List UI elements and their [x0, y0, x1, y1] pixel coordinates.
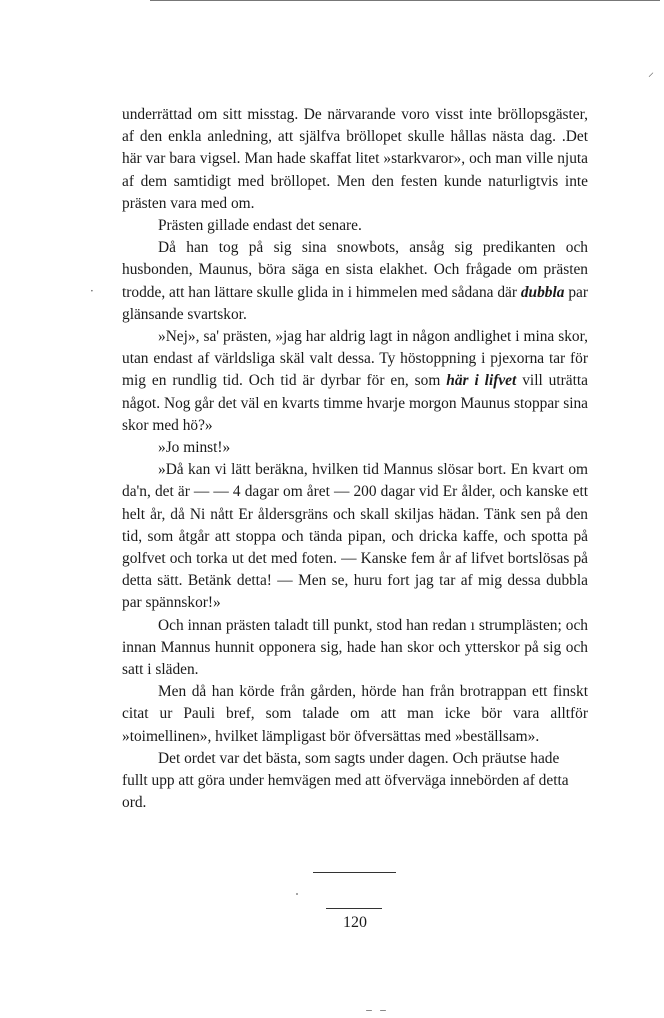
paper-speck: [366, 1010, 372, 1011]
paragraph-p5: [122, 437, 588, 459]
text-run: Då han tog på sig sina snowbots, ansåg sig predikanten och husbonden, Maunus, böra säga en sista elakhet. Och frågade om prästen trodde, att han lättare skulle glida in i himmelen med sådana där: [122, 239, 588, 301]
paper-speck: [380, 1010, 386, 1011]
paragraph-p3: [122, 237, 588, 326]
paper-speck: [296, 893, 298, 895]
top-edge-rule: [150, 0, 660, 1]
text-run: vill uträtta något. Nog går det väl en kvarts timme hvarje morgon Maunus stoppar sina skor med hö?»: [122, 372, 588, 434]
paragraph-p7: [122, 615, 588, 682]
footer-rule: [326, 908, 382, 909]
text-run: »Då kan vi lätt beräkna, hvilken tid Mannus slösar bort. En kvart om da'n, det är — — 4 dagar om året — 200 dagar vid Er ålder, och kanske ett helt år, då Ni nått Er åldersgräns och skall skiljas hädan. Tänk sen på den tid, som åtgår att stoppa och tända pipan, och dricka kaffe, och spotta på golfvet och torka ut det med foten. — Kanske fem år af lifvet bortslösas på detta sätt. Betänk detta! — Men se, huru fort jag tar af mig dessa dubbla par spännskor!»: [122, 461, 588, 612]
text-run: »Jo minst!»: [158, 439, 231, 457]
page-number: 120: [343, 914, 367, 931]
paragraph-p2: [122, 215, 588, 237]
page-body-text: [122, 104, 588, 815]
stray-mark-top-right: ⸝: [648, 65, 655, 79]
paragraph-p9: [122, 748, 588, 815]
text-run: Det ordet var det bästa, som sagts under dagen. Och präutse hade fullt upp att göra under hemvägen med att öfverväga innebörden af detta ord.: [122, 749, 569, 812]
text-run: Prästen gillade endast det senare.: [158, 217, 362, 235]
emphasized-text: här i lifvet: [446, 372, 517, 390]
text-run: »Nej», sa' prästen, »jag har aldrig lagt in någon andlighet i mina skor, utan endast af världsliga skäl valt dessa. Ty höstoppning i pjexorna tar för mig en rundlig tid. Och tid är dyrbar för en, som: [122, 328, 588, 390]
paragraph-p4: [122, 326, 588, 437]
paragraph-p8: [122, 681, 588, 748]
emphasized-text: dubbla: [520, 283, 565, 301]
text-run: par glänsande svartskor.: [122, 283, 588, 323]
paragraph-p6: [122, 459, 588, 614]
paragraph-p1: [122, 104, 588, 215]
text-run: underrättad om sitt misstag. De närvarande voro visst inte bröllopsgäster, af den enkla anledning, att själfva bröllopet skulle hållas nästa dag. .Det här var bara vigsel. Man hade skaffat litet »starkvaror», och man ville njuta af dem samtidigt med bröllopet. Men den festen kunde naturligtvis inte prästen vara med om.: [122, 106, 588, 212]
text-run: Men då han körde från gården, hörde han från brotrappan ett finskt citat ur Pauli bref, som talade om att man icke bör vara alltför »toimellinen», hvilket lämpligast bör öfversättas med »beställsam».: [122, 683, 588, 745]
stray-mark-left-margin: ·: [90, 284, 94, 298]
section-end-rule: [313, 872, 396, 873]
text-run: Och innan prästen taladt till punkt, stod han redan ı strumplästen; och innan Mannus hunnit opponera sig, hade han skor och ytterskor på sig och satt i släden.: [122, 616, 588, 679]
